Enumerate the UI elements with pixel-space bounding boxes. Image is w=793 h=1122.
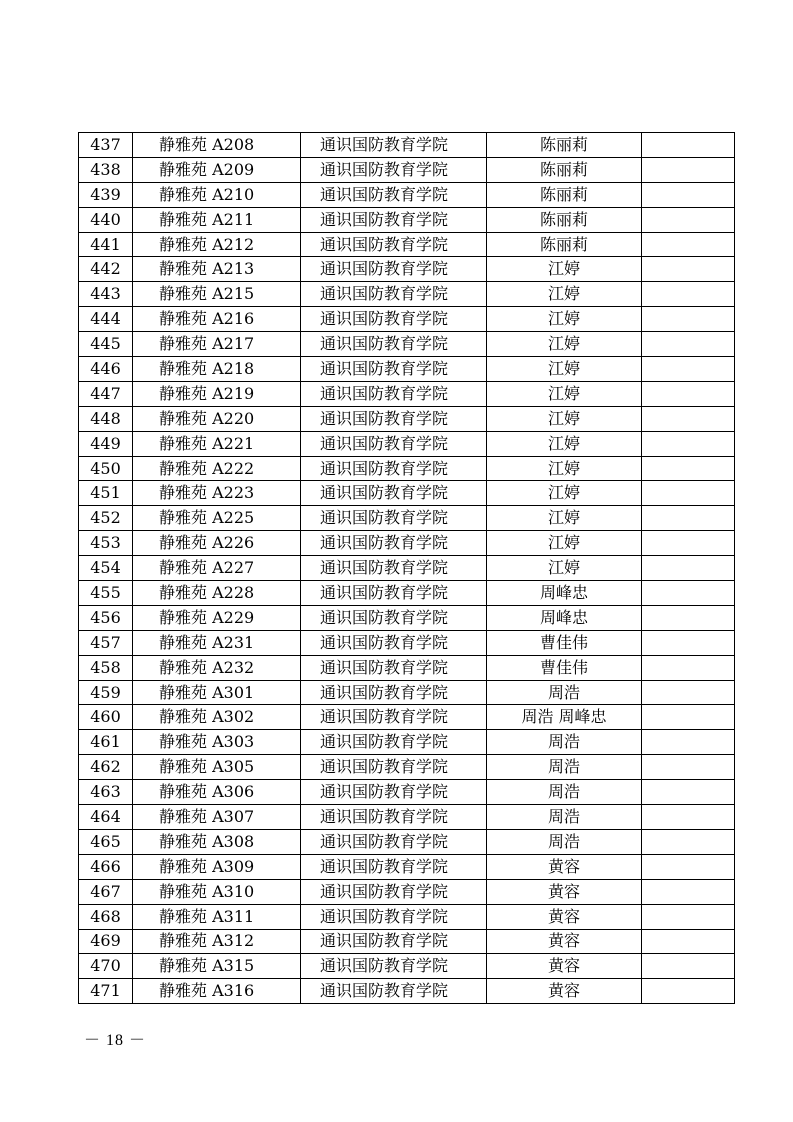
- cell-college: 通识国防教育学院: [301, 207, 487, 232]
- table-row: [79, 307, 735, 332]
- cell-number: 452: [79, 506, 133, 531]
- cell-room: 静雅苑 A227: [133, 556, 301, 581]
- cell-room: 静雅苑 A309: [133, 854, 301, 879]
- cell-room: 静雅苑 A220: [133, 406, 301, 431]
- cell-person: 江婷: [487, 431, 642, 456]
- cell-person: 江婷: [487, 257, 642, 282]
- cell-college: 通识国防教育学院: [301, 755, 487, 780]
- cell-person: 周浩: [487, 829, 642, 854]
- cell-number: 453: [79, 531, 133, 556]
- cell-note: [642, 531, 735, 556]
- cell-college: 通识国防教育学院: [301, 879, 487, 904]
- cell-college: 通识国防教育学院: [301, 705, 487, 730]
- cell-note: [642, 780, 735, 805]
- cell-note: [642, 182, 735, 207]
- cell-college: 通识国防教育学院: [301, 257, 487, 282]
- cell-note: [642, 904, 735, 929]
- cell-person: 黄容: [487, 904, 642, 929]
- cell-college: 通识国防教育学院: [301, 133, 487, 158]
- cell-number: 462: [79, 755, 133, 780]
- cell-room: 静雅苑 A308: [133, 829, 301, 854]
- cell-number: 444: [79, 307, 133, 332]
- cell-person: 陈丽莉: [487, 157, 642, 182]
- cell-note: [642, 556, 735, 581]
- cell-number: 470: [79, 954, 133, 979]
- cell-room: 静雅苑 A228: [133, 581, 301, 606]
- cell-college: 通识国防教育学院: [301, 556, 487, 581]
- cell-room: 静雅苑 A225: [133, 506, 301, 531]
- cell-room: 静雅苑 A307: [133, 805, 301, 830]
- cell-number: 458: [79, 655, 133, 680]
- cell-college: 通识国防教育学院: [301, 357, 487, 382]
- cell-number: 459: [79, 680, 133, 705]
- cell-person: 江婷: [487, 357, 642, 382]
- cell-note: [642, 257, 735, 282]
- cell-college: 通识国防教育学院: [301, 456, 487, 481]
- cell-person: 周峰忠: [487, 581, 642, 606]
- cell-college: 通识国防教育学院: [301, 282, 487, 307]
- cell-college: 通识国防教育学院: [301, 431, 487, 456]
- cell-college: 通识国防教育学院: [301, 605, 487, 630]
- cell-room: 静雅苑 A226: [133, 531, 301, 556]
- cell-college: 通识国防教育学院: [301, 730, 487, 755]
- cell-person: 江婷: [487, 282, 642, 307]
- cell-number: 437: [79, 133, 133, 158]
- cell-number: 443: [79, 282, 133, 307]
- cell-college: 通识国防教育学院: [301, 829, 487, 854]
- cell-person: 周浩: [487, 780, 642, 805]
- cell-note: [642, 805, 735, 830]
- cell-number: 455: [79, 581, 133, 606]
- table-row: [79, 157, 735, 182]
- cell-person: 陈丽莉: [487, 207, 642, 232]
- table-row: [79, 406, 735, 431]
- cell-note: [642, 929, 735, 954]
- cell-room: 静雅苑 A316: [133, 979, 301, 1004]
- cell-college: 通识国防教育学院: [301, 954, 487, 979]
- cell-room: 静雅苑 A210: [133, 182, 301, 207]
- cell-room: 静雅苑 A213: [133, 257, 301, 282]
- cell-note: [642, 730, 735, 755]
- cell-room: 静雅苑 A312: [133, 929, 301, 954]
- cell-person: 黄容: [487, 954, 642, 979]
- cell-room: 静雅苑 A212: [133, 232, 301, 257]
- table-row: [79, 929, 735, 954]
- table-row: [79, 506, 735, 531]
- cell-number: 442: [79, 257, 133, 282]
- table-row: [79, 605, 735, 630]
- cell-person: 曹佳伟: [487, 655, 642, 680]
- cell-room: 静雅苑 A302: [133, 705, 301, 730]
- cell-person: 江婷: [487, 556, 642, 581]
- table-row: [79, 232, 735, 257]
- cell-number: 469: [79, 929, 133, 954]
- cell-person: 周浩 周峰忠: [487, 705, 642, 730]
- cell-note: [642, 431, 735, 456]
- table-row: [79, 630, 735, 655]
- cell-college: 通识国防教育学院: [301, 630, 487, 655]
- table-row: [79, 133, 735, 158]
- cell-person: 周浩: [487, 680, 642, 705]
- table-row: [79, 282, 735, 307]
- cell-number: 441: [79, 232, 133, 257]
- cell-number: 438: [79, 157, 133, 182]
- cell-note: [642, 655, 735, 680]
- cell-college: 通识国防教育学院: [301, 182, 487, 207]
- cell-note: [642, 381, 735, 406]
- cell-college: 通识国防教育学院: [301, 332, 487, 357]
- table-row: [79, 531, 735, 556]
- cell-note: [642, 581, 735, 606]
- cell-person: 陈丽莉: [487, 133, 642, 158]
- table-row: [79, 581, 735, 606]
- cell-room: 静雅苑 A221: [133, 431, 301, 456]
- dormitory-assignment-table: [78, 132, 735, 1004]
- cell-number: 447: [79, 381, 133, 406]
- cell-college: 通识国防教育学院: [301, 581, 487, 606]
- cell-number: 467: [79, 879, 133, 904]
- cell-person: 黄容: [487, 854, 642, 879]
- table-row: [79, 780, 735, 805]
- table-row: [79, 655, 735, 680]
- cell-person: 江婷: [487, 332, 642, 357]
- table-row: [79, 381, 735, 406]
- cell-number: 465: [79, 829, 133, 854]
- cell-number: 439: [79, 182, 133, 207]
- cell-note: [642, 406, 735, 431]
- cell-room: 静雅苑 A301: [133, 680, 301, 705]
- cell-college: 通识国防教育学院: [301, 929, 487, 954]
- cell-number: 446: [79, 357, 133, 382]
- table-row: [79, 182, 735, 207]
- cell-person: 江婷: [487, 307, 642, 332]
- table-body: [79, 133, 735, 1004]
- cell-note: [642, 829, 735, 854]
- cell-person: 周峰忠: [487, 605, 642, 630]
- cell-note: [642, 357, 735, 382]
- cell-note: [642, 133, 735, 158]
- cell-number: 461: [79, 730, 133, 755]
- table-row: [79, 755, 735, 780]
- table-row: [79, 332, 735, 357]
- cell-person: 江婷: [487, 531, 642, 556]
- cell-college: 通识国防教育学院: [301, 157, 487, 182]
- cell-person: 江婷: [487, 506, 642, 531]
- cell-room: 静雅苑 A217: [133, 332, 301, 357]
- cell-college: 通识国防教育学院: [301, 506, 487, 531]
- table-row: [79, 730, 735, 755]
- cell-room: 静雅苑 A209: [133, 157, 301, 182]
- cell-room: 静雅苑 A315: [133, 954, 301, 979]
- table-row: [79, 904, 735, 929]
- cell-college: 通识国防教育学院: [301, 307, 487, 332]
- cell-note: [642, 854, 735, 879]
- cell-college: 通识国防教育学院: [301, 680, 487, 705]
- cell-room: 静雅苑 A219: [133, 381, 301, 406]
- cell-person: 陈丽莉: [487, 232, 642, 257]
- cell-room: 静雅苑 A215: [133, 282, 301, 307]
- table-row: [79, 456, 735, 481]
- cell-person: 周浩: [487, 730, 642, 755]
- cell-room: 静雅苑 A306: [133, 780, 301, 805]
- cell-person: 周浩: [487, 805, 642, 830]
- cell-number: 468: [79, 904, 133, 929]
- cell-number: 456: [79, 605, 133, 630]
- cell-number: 454: [79, 556, 133, 581]
- cell-note: [642, 979, 735, 1004]
- cell-number: 460: [79, 705, 133, 730]
- cell-note: [642, 232, 735, 257]
- cell-number: 451: [79, 481, 133, 506]
- cell-college: 通识国防教育学院: [301, 531, 487, 556]
- table-row: [79, 431, 735, 456]
- cell-note: [642, 456, 735, 481]
- cell-note: [642, 605, 735, 630]
- cell-college: 通识国防教育学院: [301, 854, 487, 879]
- cell-number: 448: [79, 406, 133, 431]
- cell-person: 江婷: [487, 381, 642, 406]
- cell-college: 通识国防教育学院: [301, 904, 487, 929]
- cell-note: [642, 307, 735, 332]
- cell-room: 静雅苑 A223: [133, 481, 301, 506]
- cell-room: 静雅苑 A310: [133, 879, 301, 904]
- cell-college: 通识国防教育学院: [301, 481, 487, 506]
- cell-college: 通识国防教育学院: [301, 655, 487, 680]
- cell-person: 江婷: [487, 481, 642, 506]
- cell-note: [642, 506, 735, 531]
- cell-note: [642, 630, 735, 655]
- cell-number: 471: [79, 979, 133, 1004]
- cell-college: 通识国防教育学院: [301, 232, 487, 257]
- table-row: [79, 481, 735, 506]
- cell-note: [642, 755, 735, 780]
- cell-number: 457: [79, 630, 133, 655]
- cell-college: 通识国防教育学院: [301, 780, 487, 805]
- table-row: [79, 257, 735, 282]
- cell-college: 通识国防教育学院: [301, 979, 487, 1004]
- cell-number: 464: [79, 805, 133, 830]
- table-row: [79, 954, 735, 979]
- cell-person: 黄容: [487, 929, 642, 954]
- cell-college: 通识国防教育学院: [301, 805, 487, 830]
- table-row: [79, 805, 735, 830]
- cell-room: 静雅苑 A218: [133, 357, 301, 382]
- table-row: [79, 207, 735, 232]
- cell-room: 静雅苑 A303: [133, 730, 301, 755]
- cell-room: 静雅苑 A232: [133, 655, 301, 680]
- cell-room: 静雅苑 A311: [133, 904, 301, 929]
- cell-room: 静雅苑 A208: [133, 133, 301, 158]
- table-row: [79, 979, 735, 1004]
- cell-college: 通识国防教育学院: [301, 381, 487, 406]
- cell-person: 江婷: [487, 456, 642, 481]
- cell-note: [642, 705, 735, 730]
- cell-room: 静雅苑 A229: [133, 605, 301, 630]
- table-row: [79, 556, 735, 581]
- cell-room: 静雅苑 A211: [133, 207, 301, 232]
- cell-number: 449: [79, 431, 133, 456]
- cell-note: [642, 157, 735, 182]
- cell-room: 静雅苑 A305: [133, 755, 301, 780]
- cell-note: [642, 282, 735, 307]
- page-number: － 18 －: [84, 1032, 147, 1049]
- cell-person: 周浩: [487, 755, 642, 780]
- table-row: [79, 854, 735, 879]
- cell-person: 陈丽莉: [487, 182, 642, 207]
- cell-number: 445: [79, 332, 133, 357]
- cell-room: 静雅苑 A231: [133, 630, 301, 655]
- cell-room: 静雅苑 A222: [133, 456, 301, 481]
- cell-note: [642, 332, 735, 357]
- cell-number: 450: [79, 456, 133, 481]
- table-row: [79, 829, 735, 854]
- table-row: [79, 879, 735, 904]
- cell-number: 463: [79, 780, 133, 805]
- cell-note: [642, 207, 735, 232]
- cell-person: 黄容: [487, 979, 642, 1004]
- cell-note: [642, 954, 735, 979]
- cell-college: 通识国防教育学院: [301, 406, 487, 431]
- cell-room: 静雅苑 A216: [133, 307, 301, 332]
- cell-person: 曹佳伟: [487, 630, 642, 655]
- cell-person: 江婷: [487, 406, 642, 431]
- table-row: [79, 680, 735, 705]
- table-row: [79, 357, 735, 382]
- cell-person: 黄容: [487, 879, 642, 904]
- cell-note: [642, 481, 735, 506]
- cell-number: 466: [79, 854, 133, 879]
- table-row: [79, 705, 735, 730]
- cell-note: [642, 680, 735, 705]
- cell-number: 440: [79, 207, 133, 232]
- cell-note: [642, 879, 735, 904]
